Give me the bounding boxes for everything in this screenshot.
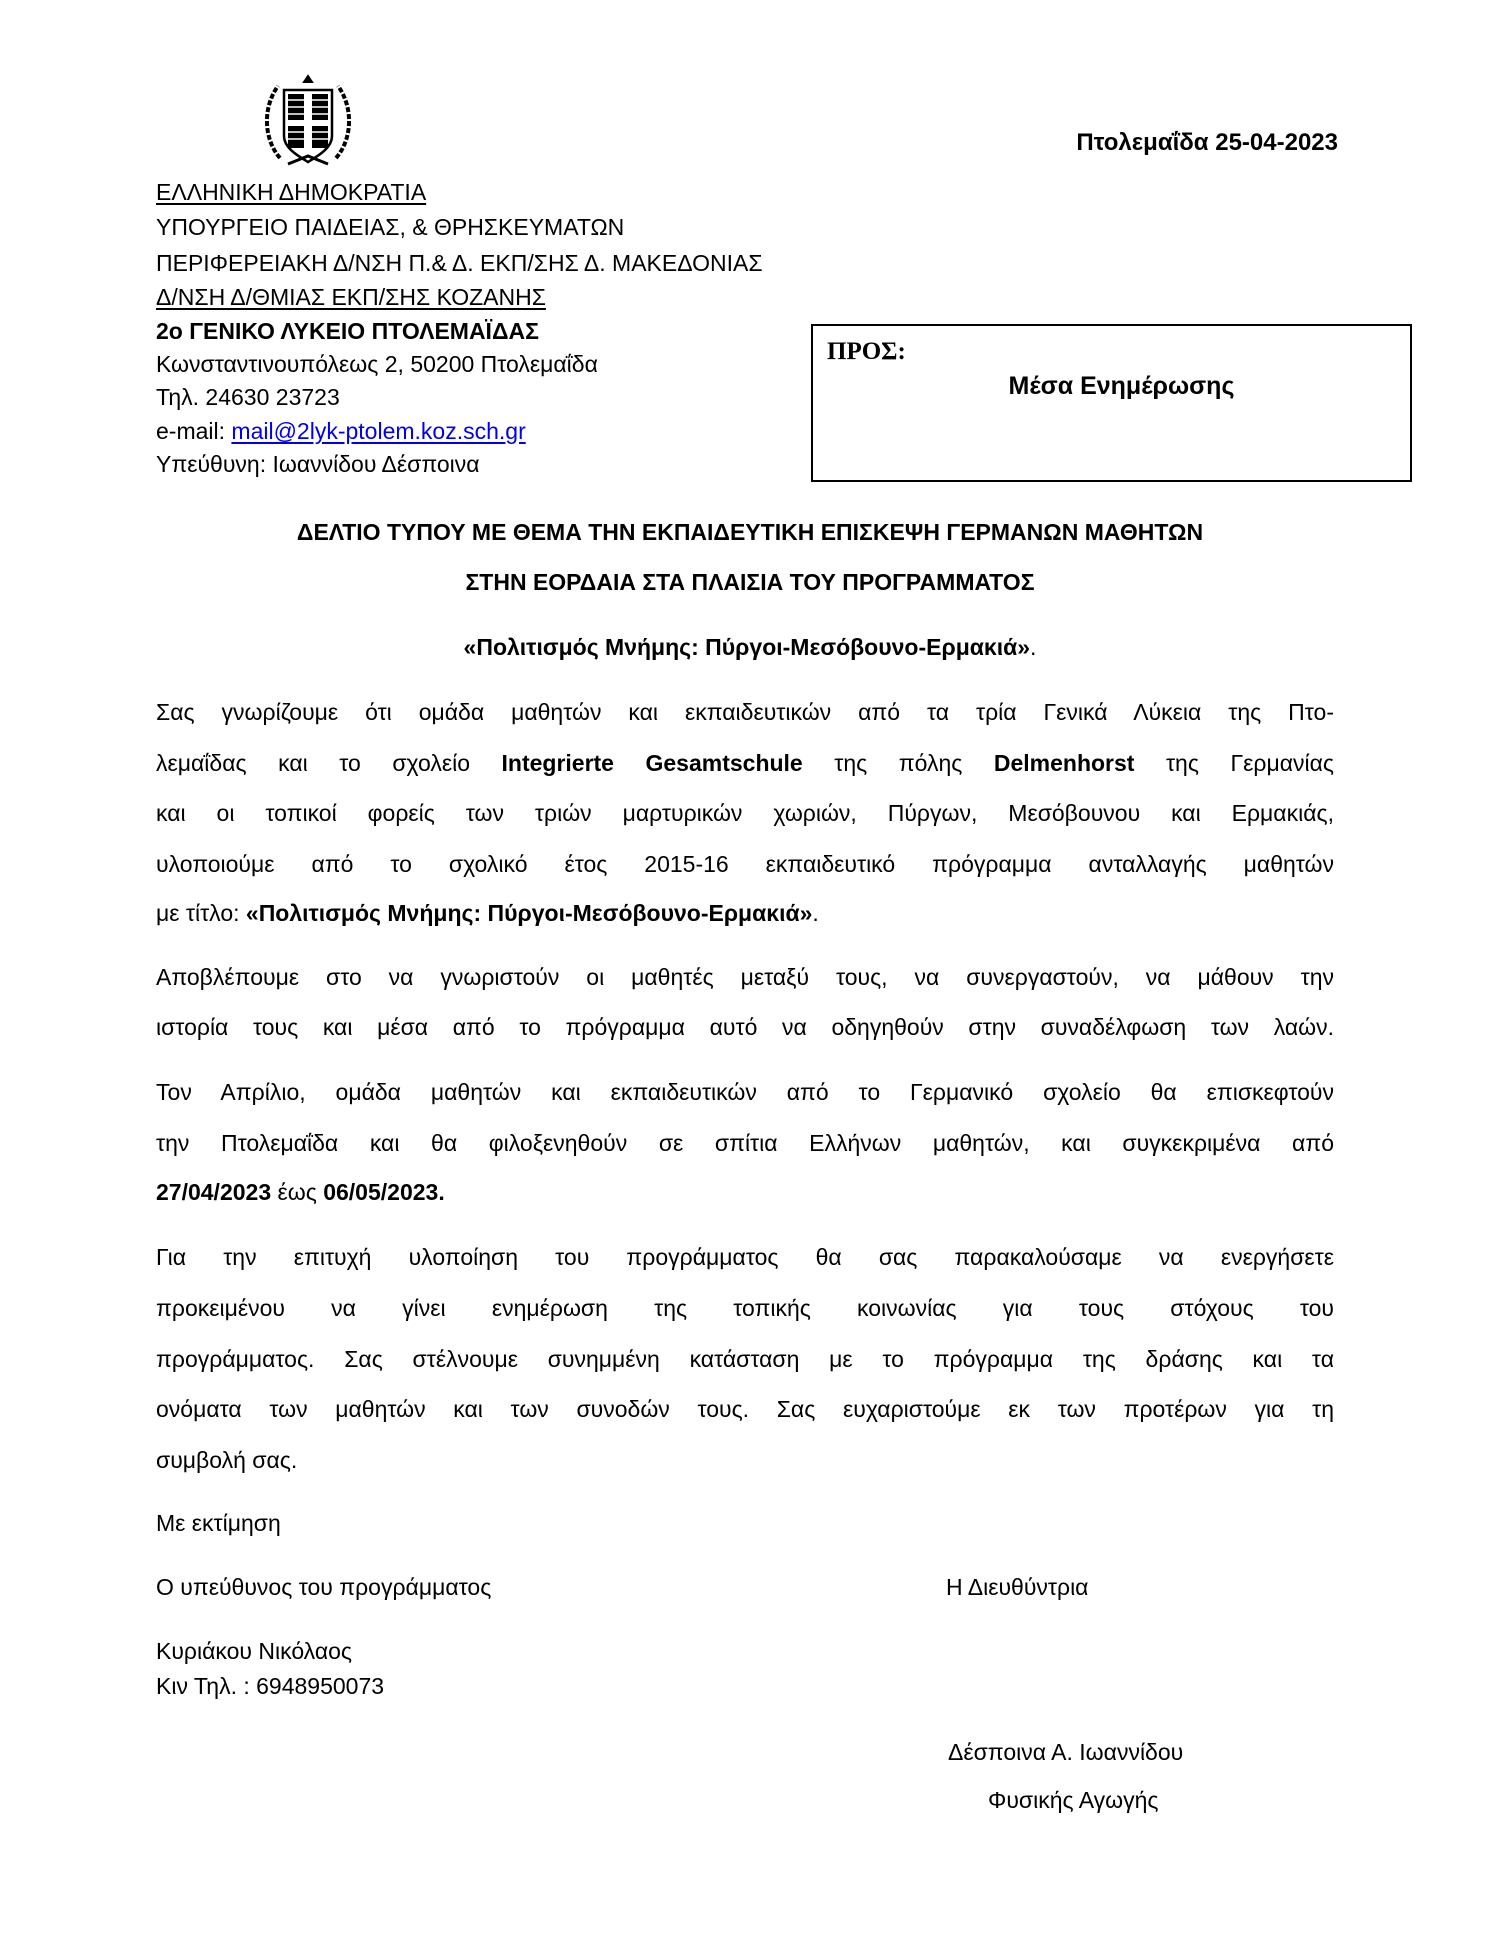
body-text-bold: Delmenhorst xyxy=(993,750,1135,776)
body-line xyxy=(156,1177,1334,1207)
school-phone: Τηλ. 24630 23723 xyxy=(156,384,340,410)
header-line-directorate: Δ/ΝΣΗ Δ/ΘΜΙΑΣ ΕΚΠ/ΣΗΣ ΚΟΖΑΝΗΣ xyxy=(156,284,546,310)
program-lead-name: Κυριάκου Νικόλαος xyxy=(156,1638,353,1664)
body-text: Σας γνωρίζουμε ότι ομάδα μαθητών και εκπαιδευτικών από τα τρία Γενικά Λύκεια της Πτο- xyxy=(156,699,1334,725)
responsible-person: Υπεύθυνη: Ιωαννίδου Δέσποινα xyxy=(156,451,480,477)
body-text-bold: 06/05/2023. xyxy=(323,1179,445,1205)
header-line-regional-directorate: ΠΕΡΙΦΕΡΕΙΑΚΗ Δ/ΝΣΗ Π.& Δ. ΕΚΠ/ΣΗΣ Δ. ΜΑΚΕΔΟΝΙΑΣ xyxy=(156,250,763,276)
body-line xyxy=(156,1012,1334,1042)
title-line-2: ΣΤΗΝ ΕΟΡΔΑΙΑ ΣΤΑ ΠΛΑΙΣΙΑ ΤΟΥ ΠΡΟΓΡΑΜΜΑΤΟΣ xyxy=(465,569,1035,595)
body-text: Αποβλέπουμε στο να γνωριστούν οι μαθητές μεταξύ τους, να συνεργαστούν, να μάθουν την xyxy=(156,964,1334,990)
school-name: 2ο ΓΕΝΙΚΟ ΛΥΚΕΙΟ ΠΤΟΛΕΜΑΪΔΑΣ xyxy=(156,318,539,344)
body-line xyxy=(156,1445,1334,1475)
recipient-label: ΠΡΟΣ: xyxy=(827,338,906,365)
document-date: Πτολεμαΐδα 25-04-2023 xyxy=(1076,129,1338,156)
body-line xyxy=(156,1077,1334,1107)
body-line xyxy=(156,748,1334,778)
body-line xyxy=(156,962,1334,992)
email-label: e-mail: xyxy=(156,418,232,444)
school-address: Κωνσταντινουπόλεως 2, 50200 Πτολεμαΐδα xyxy=(156,351,598,377)
body-text: προκειμένου να γίνει ενημέρωση της τοπικής κοινωνίας για τους στόχους του xyxy=(156,1295,1334,1321)
body-line xyxy=(156,1242,1334,1272)
body-text: της Γερμανίας xyxy=(1134,750,1334,776)
body-line xyxy=(156,898,1334,928)
recipient-box xyxy=(811,324,1412,482)
title-line-1: ΔΕΛΤΙΟ ΤΥΠΟΥ ΜΕ ΘΕΜΑ ΤΗΝ ΕΚΠΑΙΔΕΥΤΙΚΗ ΕΠΙΣΚΕΨΗ ΓΕΡΜΑΝΩΝ ΜΑΘΗΤΩΝ xyxy=(296,519,1204,545)
title-subtitle xyxy=(0,632,1500,662)
body-line xyxy=(156,798,1334,828)
body-text: υλοποιούμε από το σχολικό έτος 2015-16 εκπαιδευτικό πρόγραμμα ανταλλαγής μαθητών xyxy=(156,851,1334,877)
body-text-bold: 27/04/2023 xyxy=(156,1179,272,1205)
body-line xyxy=(156,1128,1334,1158)
director-role: Η Διευθύντρια xyxy=(946,1574,1089,1600)
body-text: της πόλης xyxy=(802,750,994,776)
body-line xyxy=(156,1394,1334,1424)
body-text: . xyxy=(812,900,819,926)
body-text: Τον Απρίλιο, ομάδα μαθητών και εκπαιδευτικών από το Γερμανικό σχολείο θα επισκεφτούν xyxy=(156,1079,1334,1105)
body-text: με τίτλο: xyxy=(156,900,246,926)
body-text: λεμαΐδας και το σχολείο xyxy=(156,750,502,776)
header-line-republic: ΕΛΛΗΝΙΚΗ ΔΗΜΟΚΡΑΤΙΑ xyxy=(156,179,427,205)
subtitle-text: «Πολιτισμός Μνήμης: Πύργοι-Μεσόβουνο-Ερμακιά» xyxy=(463,634,1031,660)
body-text: ιστορία τους και μέσα από το πρόγραμμα αυτό να οδηγηθούν στην συναδέλφωση των λαών. xyxy=(156,1014,1334,1040)
recipient-name: Μέσα Ενημέρωσης xyxy=(1008,372,1235,400)
email-link[interactable]: mail@2lyk-ptolem.koz.sch.gr xyxy=(231,418,526,444)
body-text: Για την επιτυχή υλοποίηση του προγράμματος θα σας παρακαλούσαμε να ενεργήσετε xyxy=(156,1244,1334,1270)
body-text: την Πτολεμαΐδα και θα φιλοξενηθούν σε σπίτια Ελλήνων μαθητών, και συγκεκριμένα από xyxy=(156,1130,1334,1156)
body-text-bold: Integrierte Gesamtschule xyxy=(501,750,803,776)
body-text: και οι τοπικοί φορείς των τριών μαρτυρικών χωριών, Πύργων, Μεσόβουνου και Ερμακιάς, xyxy=(156,800,1334,826)
body-text: συμβολή σας. xyxy=(156,1447,298,1473)
subtitle-end: . xyxy=(1030,634,1037,660)
body-text: προγράμματος. Σας στέλνουμε συνημμένη κατάσταση με το πρόγραμμα της δράσης και τα xyxy=(156,1346,1334,1372)
body-text: ονόματα των μαθητών και των συνοδών τους. Σας ευχαριστούμε εκ των προτέρων για τη xyxy=(156,1396,1334,1422)
closing-regards: Με εκτίμηση xyxy=(156,1510,281,1536)
program-lead-role: Ο υπεύθυνος του προγράμματος xyxy=(156,1574,492,1600)
body-text-bold: «Πολιτισμός Μνήμης: Πύργοι-Μεσόβουνο-Ερμακιά» xyxy=(245,900,813,926)
body-line xyxy=(156,1293,1334,1323)
director-name: Δέσποινα Α. Ιωαννίδου xyxy=(948,1739,1184,1765)
director-specialty: Φυσικής Αγωγής xyxy=(988,1787,1159,1813)
school-email-line xyxy=(156,416,526,446)
body-text: έως xyxy=(271,1179,324,1205)
program-lead-phone: Κιν Τηλ. : 6948950073 xyxy=(156,1673,385,1699)
header-line-ministry: ΥΠΟΥΡΓΕΙΟ ΠΑΙΔΕΙΑΣ, & ΘΡΗΣΚΕΥΜΑΤΩΝ xyxy=(156,214,625,240)
body-line xyxy=(156,697,1334,727)
greek-coat-of-arms-emblem xyxy=(258,70,358,174)
body-line xyxy=(156,1344,1334,1374)
body-line xyxy=(156,849,1334,879)
